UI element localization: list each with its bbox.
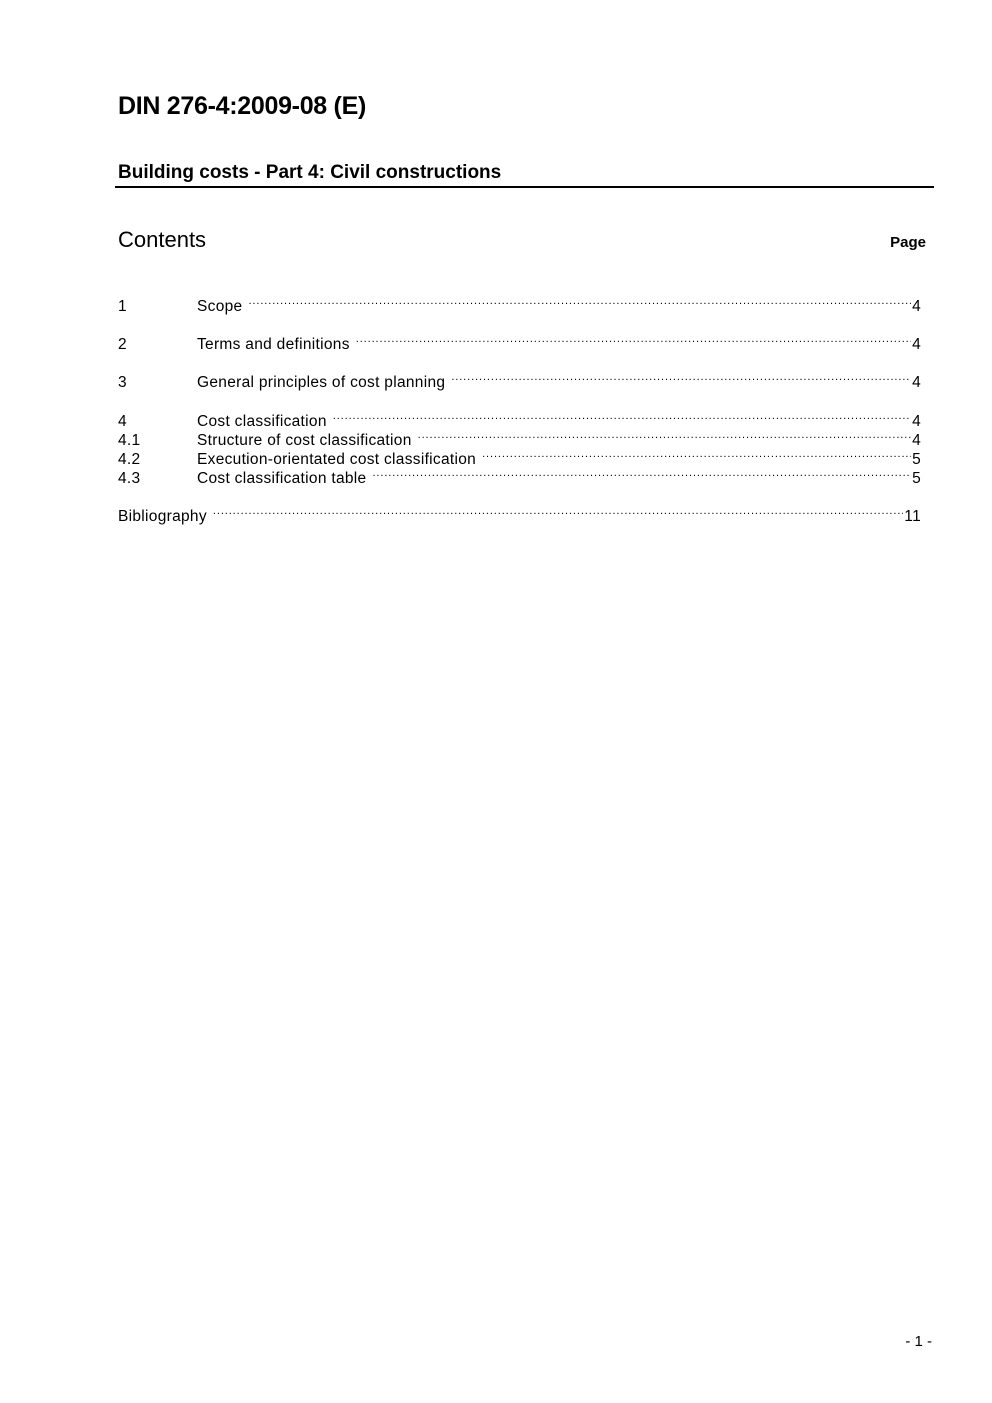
page-number: - 1 - — [905, 1333, 932, 1350]
toc-entry-page: 4 — [912, 298, 921, 315]
toc-entry-classification-table[interactable] — [118, 464, 921, 487]
toc-leader-dots — [482, 445, 911, 464]
toc-entry-number: 2 — [118, 336, 127, 353]
toc-entry-title: Scope — [197, 298, 243, 315]
toc-leader-dots — [418, 426, 911, 445]
toc-entry-page: 5 — [912, 470, 921, 487]
toc-entry-page: 11 — [904, 508, 921, 525]
document-title: Building costs - Part 4: Civil constructions — [118, 162, 502, 183]
toc-entry-scope[interactable] — [118, 292, 921, 315]
toc-entry-number: 4.1 — [118, 432, 141, 449]
toc-entry-title: Structure of cost classification — [197, 432, 412, 449]
contents-heading: Contents — [118, 227, 207, 252]
toc-entry-page: 4 — [912, 413, 921, 430]
toc-entry-page: 4 — [912, 432, 921, 449]
toc-entry-number: 4.3 — [118, 470, 141, 487]
toc-leader-dots — [451, 368, 911, 387]
toc-entry-title: Cost classification table — [197, 470, 367, 487]
toc-leader-dots — [356, 330, 911, 349]
toc-entry-structure[interactable] — [118, 426, 921, 449]
toc-entry-general-principles[interactable] — [118, 368, 921, 391]
toc-entry-number: 3 — [118, 374, 127, 391]
toc-entry-number: 1 — [118, 298, 127, 315]
toc-entry-terms-and-definitions[interactable] — [118, 330, 921, 353]
toc-entry-title: General principles of cost planning — [197, 374, 446, 391]
toc-leader-dots — [248, 292, 911, 311]
toc-entry-bibliography[interactable] — [118, 502, 921, 525]
toc-entry-number: 4 — [118, 413, 127, 430]
toc-entry-cost-classification[interactable] — [118, 407, 921, 430]
toc-entry-page: 4 — [912, 374, 921, 391]
toc-leader-dots — [333, 407, 911, 426]
document-id: DIN 276-4:2009-08 (E) — [118, 92, 366, 120]
toc-entry-title: Bibliography — [118, 508, 207, 525]
toc-entry-number: 4.2 — [118, 451, 141, 468]
toc-entry-execution-orientated[interactable] — [118, 445, 921, 468]
toc-leader-dots — [213, 502, 903, 521]
toc-entry-page: 5 — [912, 451, 921, 468]
page-column-heading: Page — [890, 234, 926, 251]
toc-entry-page: 4 — [912, 336, 921, 353]
title-rule — [115, 186, 934, 188]
toc-leader-dots — [372, 464, 911, 483]
toc-entry-title: Terms and definitions — [197, 336, 350, 353]
toc-entry-title: Cost classification — [197, 413, 327, 430]
toc-entry-title: Execution-orientated cost classification — [197, 451, 477, 468]
